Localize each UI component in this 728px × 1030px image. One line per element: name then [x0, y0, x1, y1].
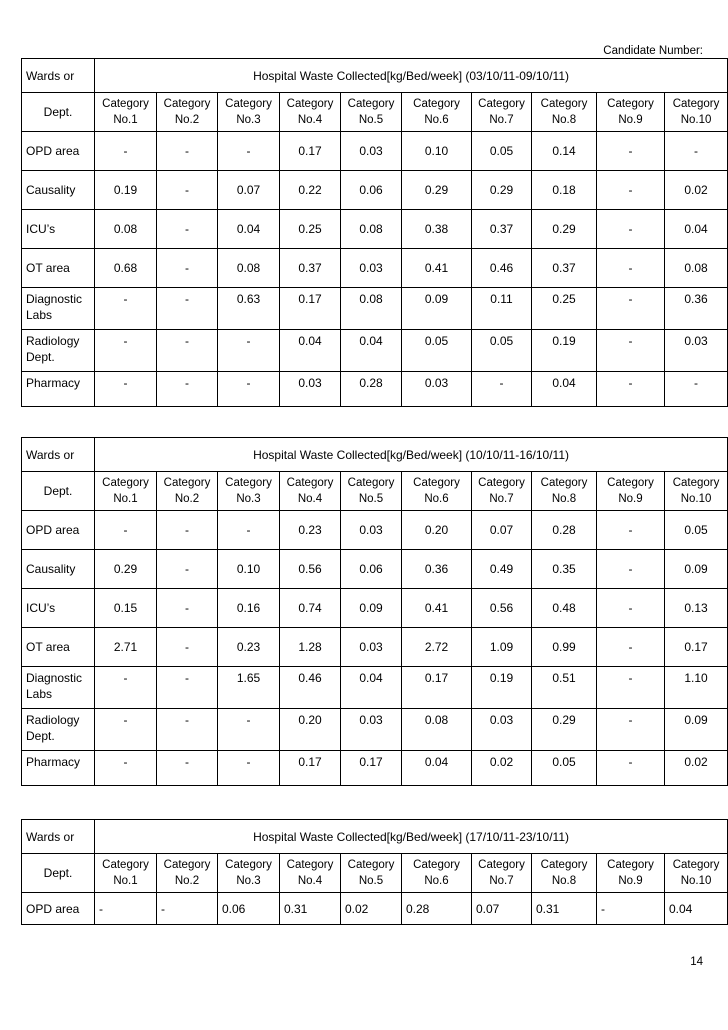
value-cell: 0.04	[402, 751, 472, 786]
category-header: Category No.10	[665, 93, 728, 132]
value-cell: 0.02	[472, 751, 532, 786]
table-row	[22, 288, 728, 330]
value-cell: 0.25	[280, 210, 341, 249]
value-cell: 0.29	[532, 210, 597, 249]
category-header: Category No.7	[472, 472, 532, 511]
ward-name: OT area	[22, 249, 95, 288]
value-cell: -	[597, 372, 665, 407]
value-cell: 0.15	[95, 589, 157, 628]
value-cell: 0.17	[341, 751, 402, 786]
value-cell: 0.04	[341, 330, 402, 372]
value-cell: 0.29	[95, 550, 157, 589]
value-cell: 0.18	[532, 171, 597, 210]
value-cell: -	[95, 132, 157, 171]
value-cell: 0.03	[341, 709, 402, 751]
value-cell: 0.17	[402, 667, 472, 709]
category-header: Category No.3	[218, 854, 280, 893]
value-cell: -	[597, 893, 665, 925]
page-number: 14	[690, 956, 703, 968]
value-cell: 2.72	[402, 628, 472, 667]
value-cell: 0.19	[532, 330, 597, 372]
value-cell: 0.11	[472, 288, 532, 330]
category-header: Category No.8	[532, 93, 597, 132]
value-cell: 0.06	[341, 550, 402, 589]
value-cell: -	[597, 751, 665, 786]
value-cell: -	[597, 589, 665, 628]
value-cell: -	[157, 628, 218, 667]
value-cell: 0.08	[218, 249, 280, 288]
table-row	[22, 511, 728, 550]
value-cell: 0.04	[341, 667, 402, 709]
value-cell: 0.49	[472, 550, 532, 589]
value-cell: 0.99	[532, 628, 597, 667]
waste-table-week-3	[21, 819, 728, 925]
dept-label: Dept.	[22, 93, 95, 132]
value-cell: -	[665, 132, 728, 171]
value-cell: -	[157, 171, 218, 210]
category-header: Category No.9	[597, 854, 665, 893]
value-cell: -	[218, 511, 280, 550]
category-header: Category No.3	[218, 93, 280, 132]
value-cell: 0.48	[532, 589, 597, 628]
value-cell: 0.35	[532, 550, 597, 589]
value-cell: 0.03	[402, 372, 472, 407]
value-cell: -	[157, 667, 218, 709]
value-cell: 0.08	[95, 210, 157, 249]
category-header: Category No.2	[157, 472, 218, 511]
value-cell: -	[597, 210, 665, 249]
table-title: Hospital Waste Collected[kg/Bed/week] (03/10/11-09/10/11)	[95, 59, 728, 93]
value-cell: 0.13	[665, 589, 728, 628]
table-row	[22, 589, 728, 628]
value-cell: -	[597, 511, 665, 550]
value-cell: 0.17	[280, 132, 341, 171]
value-cell: 0.03	[341, 249, 402, 288]
value-cell: 0.68	[95, 249, 157, 288]
value-cell: -	[95, 667, 157, 709]
value-cell: 0.41	[402, 589, 472, 628]
ward-name: Radiology Dept.	[22, 709, 95, 751]
value-cell: 0.16	[218, 589, 280, 628]
waste-table-week-2	[21, 437, 728, 786]
candidate-number-label: Candidate Number:	[603, 45, 703, 57]
category-header: Category No.6	[402, 472, 472, 511]
table-row	[22, 210, 728, 249]
value-cell: 0.09	[665, 709, 728, 751]
table-title: Hospital Waste Collected[kg/Bed/week] (17/10/11-23/10/11)	[95, 820, 728, 854]
ward-name: Pharmacy	[22, 372, 95, 407]
value-cell: 0.38	[402, 210, 472, 249]
table-row	[22, 171, 728, 210]
value-cell: 0.02	[665, 751, 728, 786]
value-cell: 0.03	[341, 511, 402, 550]
value-cell: 0.03	[341, 132, 402, 171]
value-cell: 0.07	[218, 171, 280, 210]
value-cell: 0.04	[218, 210, 280, 249]
value-cell: 0.36	[402, 550, 472, 589]
table-row	[22, 709, 728, 751]
value-cell: -	[95, 709, 157, 751]
value-cell: 0.19	[472, 667, 532, 709]
value-cell: 0.08	[341, 210, 402, 249]
ward-name: OPD area	[22, 132, 95, 171]
value-cell: 0.09	[665, 550, 728, 589]
value-cell: 1.09	[472, 628, 532, 667]
value-cell: -	[218, 709, 280, 751]
value-cell: 0.10	[218, 550, 280, 589]
value-cell: 1.10	[665, 667, 728, 709]
value-cell: 0.29	[472, 171, 532, 210]
value-cell: -	[157, 511, 218, 550]
value-cell: -	[157, 589, 218, 628]
value-cell: 0.31	[280, 893, 341, 925]
value-cell: -	[665, 372, 728, 407]
value-cell: -	[597, 171, 665, 210]
value-cell: 0.14	[532, 132, 597, 171]
category-header: Category No.6	[402, 854, 472, 893]
value-cell: 0.02	[665, 171, 728, 210]
dept-label: Dept.	[22, 854, 95, 893]
value-cell: -	[218, 372, 280, 407]
category-header: Category No.6	[402, 93, 472, 132]
value-cell: 0.04	[665, 893, 728, 925]
value-cell: 0.08	[402, 709, 472, 751]
value-cell: -	[157, 751, 218, 786]
value-cell: 0.19	[95, 171, 157, 210]
value-cell: 0.03	[341, 628, 402, 667]
value-cell: 0.25	[532, 288, 597, 330]
value-cell: 0.17	[280, 288, 341, 330]
value-cell: -	[597, 132, 665, 171]
value-cell: 0.03	[472, 709, 532, 751]
value-cell: 0.03	[280, 372, 341, 407]
value-cell: -	[157, 210, 218, 249]
category-header: Category No.2	[157, 93, 218, 132]
table-row	[22, 667, 728, 709]
ward-name: Diagnostic Labs	[22, 288, 95, 330]
table-row	[22, 751, 728, 786]
value-cell: 0.05	[532, 751, 597, 786]
value-cell: 0.28	[341, 372, 402, 407]
category-header: Category No.7	[472, 93, 532, 132]
value-cell: 1.65	[218, 667, 280, 709]
value-cell: -	[472, 372, 532, 407]
value-cell: 0.04	[532, 372, 597, 407]
value-cell: -	[157, 132, 218, 171]
category-header: Category No.5	[341, 93, 402, 132]
category-header: Category No.4	[280, 854, 341, 893]
value-cell: 0.41	[402, 249, 472, 288]
category-header: Category No.7	[472, 854, 532, 893]
ward-name: OPD area	[22, 511, 95, 550]
value-cell: 0.20	[402, 511, 472, 550]
value-cell: -	[157, 372, 218, 407]
ward-name: OT area	[22, 628, 95, 667]
value-cell: 0.28	[402, 893, 472, 925]
value-cell: 0.29	[532, 709, 597, 751]
value-cell: 0.08	[341, 288, 402, 330]
category-header: Category No.1	[95, 93, 157, 132]
value-cell: 0.05	[665, 511, 728, 550]
value-cell: 0.09	[341, 589, 402, 628]
value-cell: 0.37	[280, 249, 341, 288]
value-cell: 0.17	[280, 751, 341, 786]
ward-name: Pharmacy	[22, 751, 95, 786]
category-header: Category No.8	[532, 854, 597, 893]
value-cell: -	[157, 709, 218, 751]
ward-name: Radiology Dept.	[22, 330, 95, 372]
value-cell: 0.08	[665, 249, 728, 288]
category-header: Category No.1	[95, 472, 157, 511]
value-cell: 2.71	[95, 628, 157, 667]
ward-name: OPD area	[22, 893, 95, 925]
value-cell: -	[157, 249, 218, 288]
value-cell: -	[597, 628, 665, 667]
value-cell: 0.46	[280, 667, 341, 709]
ward-name: ICU’s	[22, 210, 95, 249]
value-cell: 0.28	[532, 511, 597, 550]
value-cell: -	[597, 330, 665, 372]
value-cell: 0.36	[665, 288, 728, 330]
category-header: Category No.4	[280, 472, 341, 511]
value-cell: 0.05	[472, 132, 532, 171]
table-row	[22, 249, 728, 288]
value-cell: 0.23	[280, 511, 341, 550]
value-cell: 0.37	[472, 210, 532, 249]
value-cell: 0.20	[280, 709, 341, 751]
value-cell: 0.56	[472, 589, 532, 628]
value-cell: -	[218, 751, 280, 786]
value-cell: -	[157, 550, 218, 589]
value-cell: 0.05	[402, 330, 472, 372]
value-cell: -	[157, 330, 218, 372]
value-cell: -	[597, 667, 665, 709]
value-cell: -	[95, 511, 157, 550]
value-cell: 0.22	[280, 171, 341, 210]
value-cell: 0.04	[280, 330, 341, 372]
value-cell: 1.28	[280, 628, 341, 667]
value-cell: 0.23	[218, 628, 280, 667]
category-header: Category No.10	[665, 472, 728, 511]
value-cell: 0.04	[665, 210, 728, 249]
value-cell: 0.02	[341, 893, 402, 925]
category-header: Category No.2	[157, 854, 218, 893]
value-cell: 0.03	[665, 330, 728, 372]
category-header: Category No.5	[341, 854, 402, 893]
value-cell: 0.29	[402, 171, 472, 210]
value-cell: 0.06	[341, 171, 402, 210]
ward-name: Causality	[22, 550, 95, 589]
value-cell: 0.09	[402, 288, 472, 330]
value-cell: 0.31	[532, 893, 597, 925]
value-cell: 0.07	[472, 511, 532, 550]
category-header: Category No.1	[95, 854, 157, 893]
category-header: Category No.9	[597, 472, 665, 511]
table-row	[22, 132, 728, 171]
value-cell: 0.56	[280, 550, 341, 589]
category-header: Category No.9	[597, 93, 665, 132]
value-cell: -	[597, 550, 665, 589]
category-header: Category No.10	[665, 854, 728, 893]
value-cell: -	[95, 330, 157, 372]
table-title: Hospital Waste Collected[kg/Bed/week] (10/10/11-16/10/11)	[95, 438, 728, 472]
value-cell: 0.63	[218, 288, 280, 330]
value-cell: 0.51	[532, 667, 597, 709]
value-cell: -	[95, 893, 157, 925]
wards-label: Wards or	[22, 438, 95, 472]
table-row	[22, 330, 728, 372]
category-header: Category No.4	[280, 93, 341, 132]
value-cell: -	[95, 288, 157, 330]
value-cell: 0.17	[665, 628, 728, 667]
value-cell: -	[157, 288, 218, 330]
waste-table-week-1	[21, 58, 728, 407]
category-header: Category No.3	[218, 472, 280, 511]
value-cell: 0.10	[402, 132, 472, 171]
ward-name: Causality	[22, 171, 95, 210]
value-cell: -	[218, 132, 280, 171]
table-row	[22, 550, 728, 589]
ward-name: ICU’s	[22, 589, 95, 628]
table-row	[22, 628, 728, 667]
wards-label: Wards or	[22, 59, 95, 93]
category-header: Category No.5	[341, 472, 402, 511]
value-cell: 0.06	[218, 893, 280, 925]
value-cell: -	[597, 249, 665, 288]
value-cell: 0.74	[280, 589, 341, 628]
value-cell: -	[95, 372, 157, 407]
value-cell: 0.37	[532, 249, 597, 288]
category-header: Category No.8	[532, 472, 597, 511]
value-cell: -	[157, 893, 218, 925]
value-cell: -	[597, 288, 665, 330]
ward-name: Diagnostic Labs	[22, 667, 95, 709]
value-cell: 0.07	[472, 893, 532, 925]
table-row	[22, 372, 728, 407]
table-row	[22, 893, 728, 925]
value-cell: 0.05	[472, 330, 532, 372]
value-cell: 0.46	[472, 249, 532, 288]
value-cell: -	[597, 709, 665, 751]
value-cell: -	[218, 330, 280, 372]
dept-label: Dept.	[22, 472, 95, 511]
value-cell: -	[95, 751, 157, 786]
wards-label: Wards or	[22, 820, 95, 854]
